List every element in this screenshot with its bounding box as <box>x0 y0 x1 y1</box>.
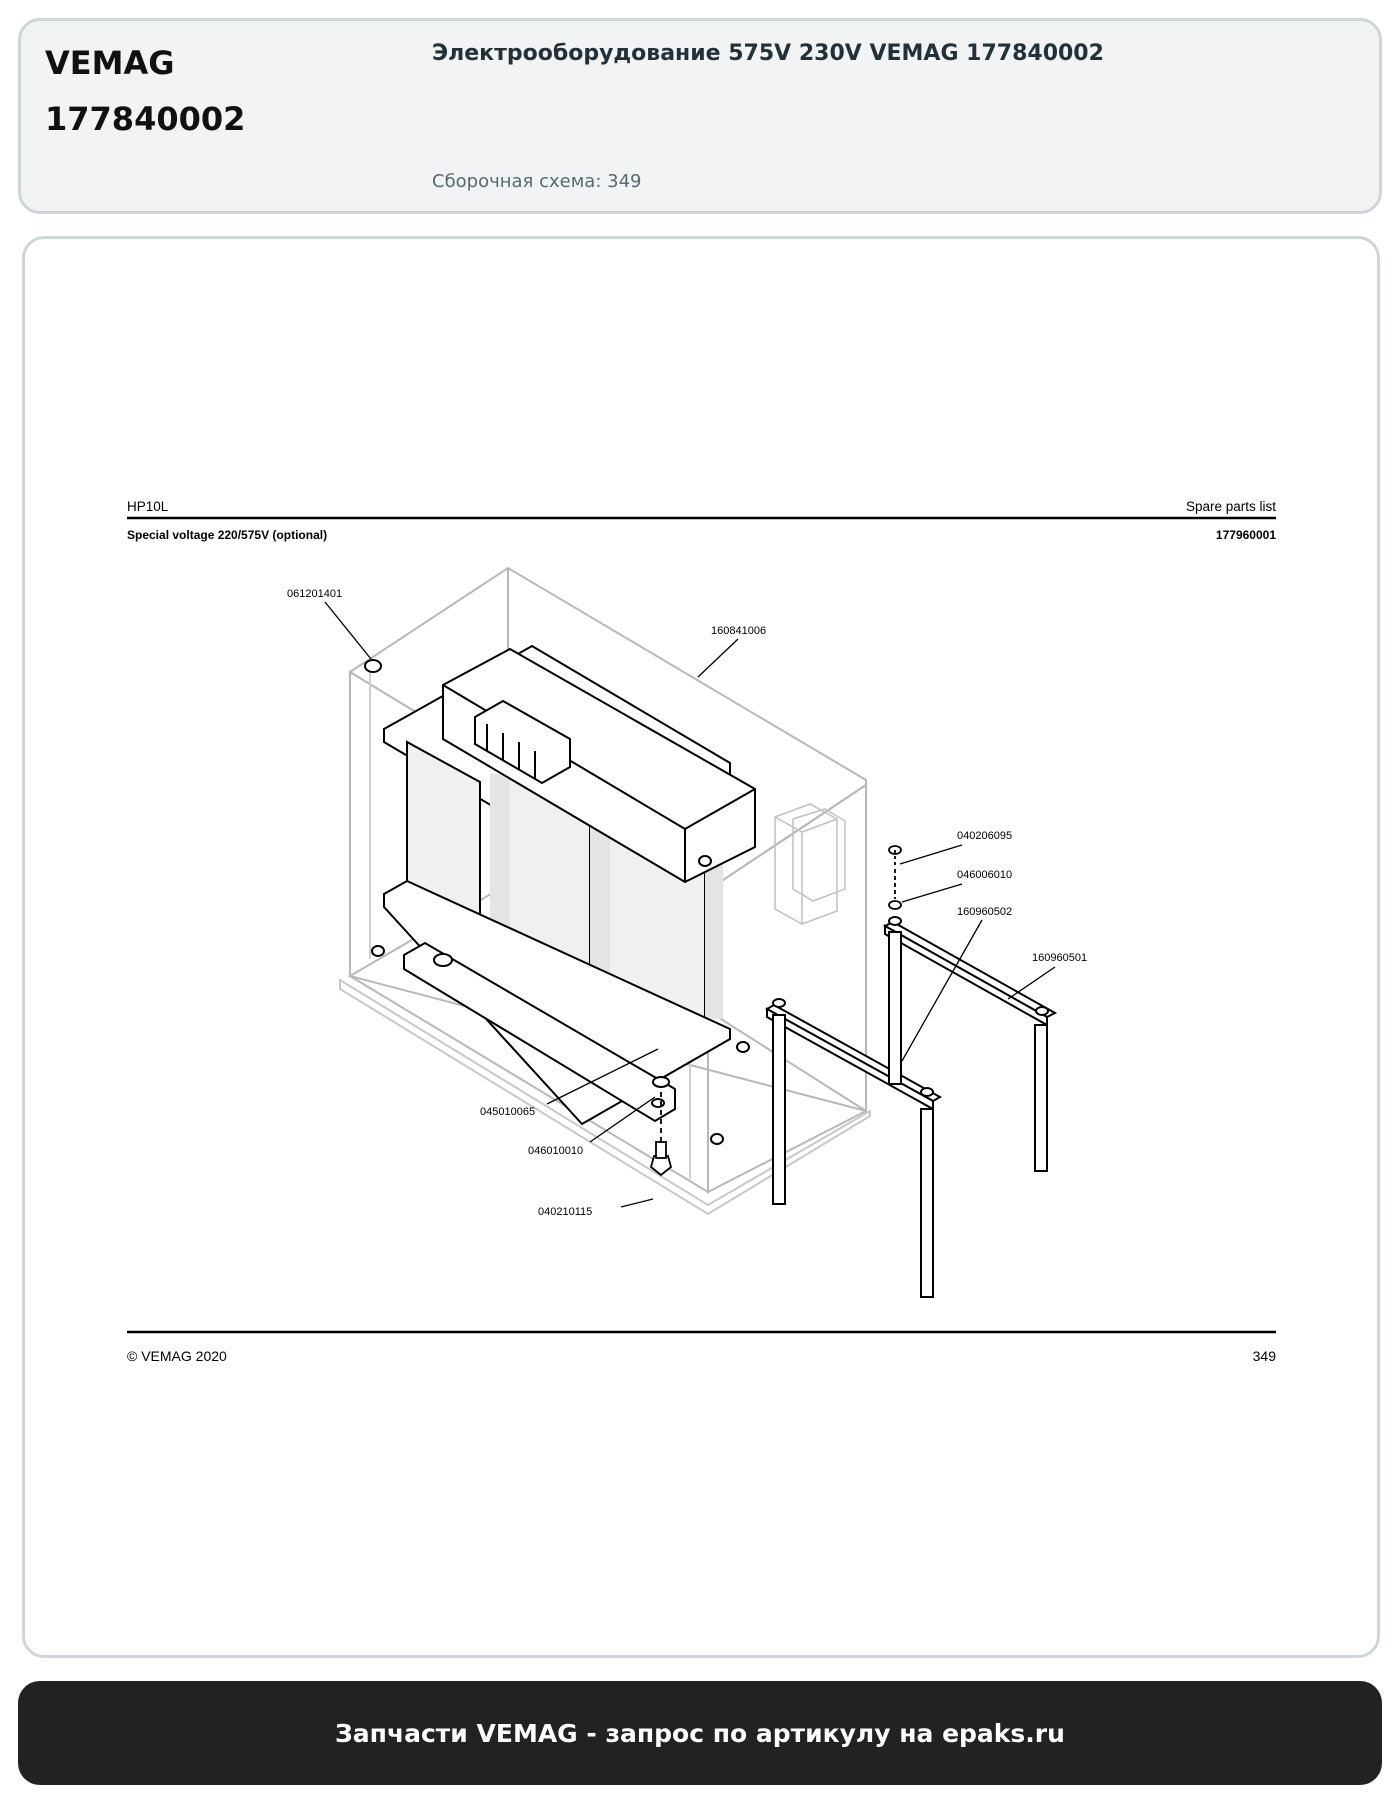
sheet-model: HP10L <box>127 499 169 514</box>
callout-label: 046006010 <box>957 869 1013 881</box>
brand-block <box>45 35 245 147</box>
parts-diagram <box>25 239 1377 1655</box>
brand-name: VEMAG <box>45 44 175 82</box>
header-card <box>18 18 1382 214</box>
callout-label: 040206095 <box>957 830 1013 842</box>
assembly-diagram-label: Сборочная схема: 349 <box>432 171 642 192</box>
callout-label: 045010065 <box>480 1106 536 1118</box>
page-title: Электрооборудование 575V 230V VEMAG 177840002 <box>432 41 1104 66</box>
callout-label: 160960502 <box>957 906 1013 918</box>
sheet-page-number: 349 <box>1252 1348 1276 1364</box>
callout-label: 061201401 <box>287 588 343 600</box>
sheet-section: Special voltage 220/575V (optional) <box>127 528 328 542</box>
sheet-doc-type: Spare parts list <box>1185 499 1276 514</box>
sheet-copyright: © VEMAG 2020 <box>127 1348 227 1364</box>
callout-label: 040210115 <box>538 1206 593 1218</box>
diagram-card <box>22 236 1380 1658</box>
callout-label: 160841006 <box>711 625 767 637</box>
footer-text: Запчасти VEMAG - запрос по артикулу на epaks.ru <box>335 1718 1065 1748</box>
sheet-section-number: 177960001 <box>1215 528 1276 542</box>
callout-label: 046010010 <box>528 1145 584 1157</box>
part-number: 177840002 <box>45 100 246 138</box>
footer-banner[interactable] <box>18 1681 1382 1785</box>
callout-label: 160960501 <box>1032 952 1088 964</box>
